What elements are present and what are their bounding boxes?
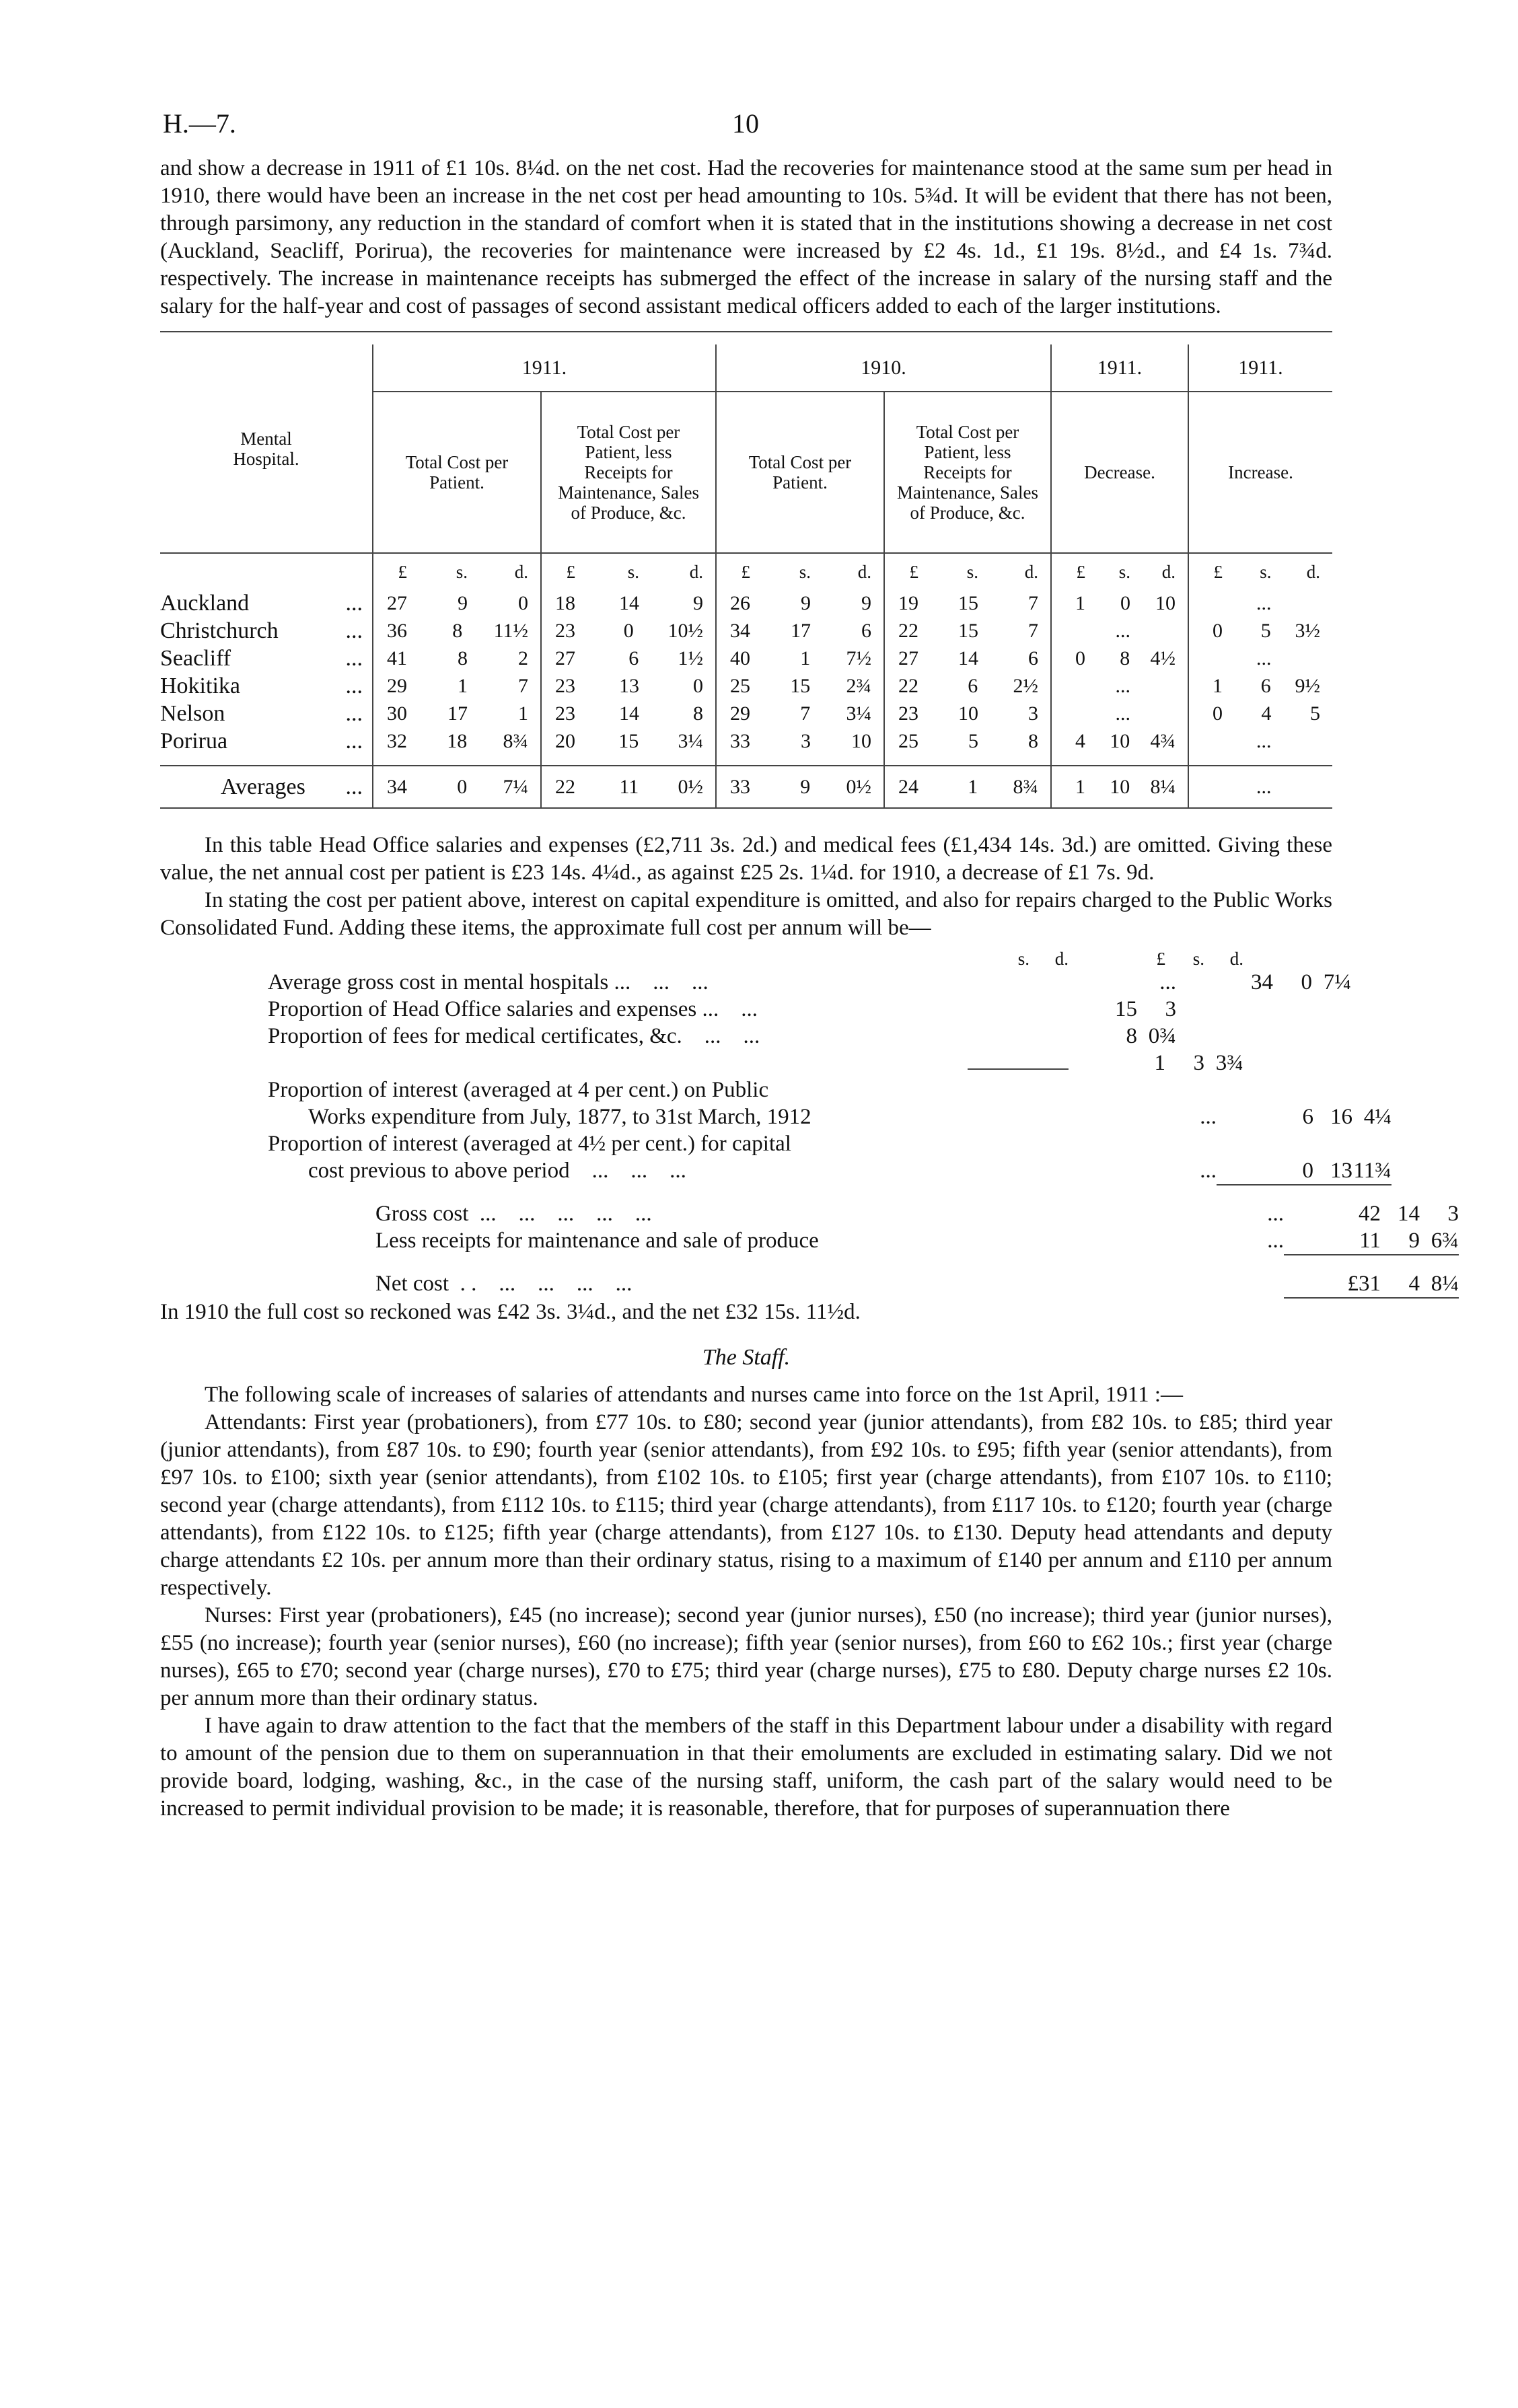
money-cell: ... — [1051, 700, 1188, 727]
col-total-1911: Total Cost per Patient. — [373, 392, 541, 553]
year-header-increase: 1911. — [1188, 344, 1332, 392]
table-body — [160, 589, 1332, 766]
money-cell: 25 5 8 — [884, 727, 1051, 755]
money-cell: 22 15 7 — [884, 617, 1051, 645]
cost-units: s. d. £ s. d. — [1017, 949, 1243, 969]
money-cell: 23 0 10½ — [541, 617, 716, 645]
table-row — [160, 617, 1332, 645]
money-cell: 25 15 2¾ — [716, 672, 884, 700]
cost-head-office: Proportion of Head Office salaries and expenses ... ... 15 3 — [268, 997, 1176, 1021]
money-cell: 20 15 3¼ — [541, 727, 716, 755]
col-increase: Increase. — [1188, 392, 1332, 553]
full-cost-statement — [160, 949, 1459, 1299]
table-row — [160, 727, 1332, 755]
money-cell: 23 14 8 — [541, 700, 716, 727]
para-omitted: In this table Head Office salaries and expenses (£2,711 3s. 2d.) and medical fees (£1,434 14s. 3d.) are omitted. Giving these value, the net annual cost per patient is £23 14s. 4¼d., as against £25 2s. 1¼d. for 1910, a decrease of £1 7s. 9d. — [160, 833, 1332, 885]
money-cell: 40 1 7½ — [716, 645, 884, 672]
page-number: 10 — [732, 108, 759, 139]
money-cell: 29 1 7 — [373, 672, 541, 700]
cost-subtotal: 1 3 3¾ — [160, 1050, 1332, 1077]
page-header — [160, 108, 1332, 155]
hospital-name: Hokitika ... — [160, 673, 363, 698]
staff-title: The Staff. — [702, 1345, 791, 1370]
hospital-name: Auckland ... — [160, 590, 363, 616]
money-cell: 30 17 1 — [373, 700, 541, 727]
col-net-1910: Total Cost per Patient, less Receipts for Maintenance, Sales of Produce, &c. — [884, 392, 1051, 553]
nurses-paragraph: Nurses: First year (probationers), £45 (no increase); second year (junior nurses), £50 (no increase); third year (junior nurses), £55 (no increase); fourth year (senior nurses), £60 (no increase); fifth year (senior nurses), from £60 to £62 10s.; first year (charge nurses), £65 to £70; second year (charge nurses), £70 to £75; third year (charge nurses), £75 to £80. Deputy charge nurses £2 10s. per annum more than their ordinary status. — [160, 1603, 1332, 1710]
hospital-name: Nelson ... — [160, 700, 363, 726]
money-cell: 41 8 2 — [373, 645, 541, 672]
hospital-name: Porirua ... — [160, 728, 363, 754]
para-interest: In stating the cost per patient above, interest on capital expenditure is omitted, and also for repairs charged to the Public Works Consolidated Fund. Adding these items, the approximate full cost per annum will be— — [160, 888, 1332, 940]
money-cell: ... — [1188, 645, 1332, 672]
averages-row: Averages ... 34 0 7¼ 22 11 0½ 33 9 0½ 24 1 8¾ 1 10 8¼ ... — [160, 766, 1332, 807]
table-row — [160, 700, 1332, 727]
cost-less: Less receipts for maintenance and sale of produce ... 11 9 6¾ — [160, 1227, 1332, 1255]
col-decrease: Decrease. — [1051, 392, 1188, 553]
money-cell: ... — [1188, 727, 1332, 755]
cost-interest1-a: Proportion of interest (averaged at 4 per cent.) on Public — [268, 1078, 769, 1102]
cost-interest2-b: cost previous to above period ... ... ... ... 0 13 11¾ — [160, 1157, 1332, 1185]
money-cell: 27 9 0 — [373, 589, 541, 617]
document-page — [160, 108, 1459, 1823]
averages-label: Averages ... — [221, 774, 363, 799]
table-spacer — [160, 755, 1332, 766]
money-cell: 32 18 8¾ — [373, 727, 541, 755]
cost-gross: Gross cost ... ... ... ... ... ... 42 14 3 — [375, 1202, 1459, 1226]
year-header-decrease: 1911. — [1051, 344, 1188, 392]
money-cell: ... — [1051, 617, 1188, 645]
cost-net: Net cost . . ... ... ... ... £31 4 8¼ — [160, 1270, 1332, 1299]
hospital-name: Seacliff ... — [160, 645, 363, 671]
col-total-1910: Total Cost per Patient. — [716, 392, 884, 553]
money-cell: 36 8 11½ — [373, 617, 541, 645]
money-cell: 0 4 5 — [1188, 700, 1332, 727]
money-cell: 29 7 3¼ — [716, 700, 884, 727]
money-cell: ... — [1188, 589, 1332, 617]
cost-fees: Proportion of fees for medical certificates, &c. ... ... 8 0¾ — [268, 1024, 1176, 1048]
money-cell: 1 6 9½ — [1188, 672, 1332, 700]
money-cell: 34 17 6 — [716, 617, 884, 645]
money-cell: ... — [1051, 672, 1188, 700]
money-cell: 18 14 9 — [541, 589, 716, 617]
money-cell: 26 9 9 — [716, 589, 884, 617]
report-code: H.—7. — [163, 108, 236, 139]
attendants-paragraph: Attendants: First year (probationers), from £77 10s. to £80; second year (junior attendants), from £82 10s. to £85; third year (junior attendants), from £87 10s. to £90; fourth year (senior attendants), from £92 10s. to £95; fifth year (senior attendants), from £97 10s. to £100; sixth year (senior attendants), from £102 10s. to £105; first year (charge attendants), from £107 10s. to £110; second year (charge attendants), from £112 10s. to £115; third year (charge attendants), from £117 10s. to £120; fourth year (charge attendants), from £122 10s. to £125; fifth year (charge attendants), from £127 10s. to £130. Deputy head attendants and deputy charge attendants £2 10s. per annum more than their ordinary status, rising to a maximum of £140 per annum and £110 per annum respectively. — [160, 1410, 1332, 1600]
table-row — [160, 589, 1332, 617]
pension-paragraph: I have again to draw attention to the fact that the members of the staff in this Department labour under a disability with regard to amount of the pension due to them on superannuation in that their emoluments are excluded in estimating salary. Did we not provide board, lodging, washing, &c., in the case of the nursing staff, uniform, the cash part of the salary would need to be increased to permit individual provision to be made; it is reasonable, therefore, that for purposes of superannuation there — [160, 1714, 1332, 1821]
money-cell: 33 3 10 — [716, 727, 884, 755]
table-top-rule — [160, 331, 1332, 332]
money-cell: 22 6 2½ — [884, 672, 1051, 700]
cost-avg-gross: Average gross cost in mental hospitals ... ... ... ... 34 0 7¼ — [268, 970, 1351, 994]
money-cell: 4 10 4¾ — [1051, 727, 1188, 755]
money-cell: 0 8 4½ — [1051, 645, 1188, 672]
money-cell: 27 14 6 — [884, 645, 1051, 672]
row-header: Mental Hospital. — [233, 428, 299, 469]
table-row — [160, 645, 1332, 672]
para-1910: In 1910 the full cost so reckoned was £42 3s. 3¼d., and the net £32 15s. 11½d. — [160, 1300, 861, 1324]
table-row — [160, 672, 1332, 700]
col-net-1911: Total Cost per Patient, less Receipts for Maintenance, Sales of Produce, &c. — [541, 392, 716, 553]
money-cell: 23 13 0 — [541, 672, 716, 700]
cost-interest1-b: Works expenditure from July, 1877, to 31st March, 1912 ... 6 16 4¼ — [308, 1105, 1392, 1129]
intro-paragraph: and show a decrease in 1911 of £1 10s. 8¼d. on the net cost. Had the recoveries for maintenance stood at the same sum per head in 1910, there would have been an increase in the net cost per head amounting to 10s. 5¾d. It will be evident that there has not been, through parsimony, any reduction in the standard of comfort when it is stated that in the institutions showing a decrease in net cost (Auckland, Seacliff, Porirua), the recoveries for maintenance were increased by £2 4s. 1d., £1 19s. 8½d., and £4 1s. 7¾d. respectively. The increase in maintenance receipts has submerged the effect of the increase in salary of the nursing staff and the salary for the half-year and cost of passages of second assistant medical officers added to each of the larger institutions. — [160, 156, 1332, 318]
table-bottom-rule — [160, 807, 1332, 809]
money-cell: 19 15 7 — [884, 589, 1051, 617]
year-header-1910: 1910. — [716, 344, 1051, 392]
year-header-1911: 1911. — [373, 344, 716, 392]
hospital-name: Christchurch ... — [160, 618, 363, 643]
money-cell: 1 0 10 — [1051, 589, 1188, 617]
cost-table — [160, 344, 1332, 807]
money-cell: 0 5 3½ — [1188, 617, 1332, 645]
money-cell: 23 10 3 — [884, 700, 1051, 727]
staff-intro: The following scale of increases of salaries of attendants and nurses came into force on the 1st April, 1911 :— — [205, 1383, 1184, 1407]
units-row: £ s. d. £ s. d. £ s. d. £ s. d. £ s. d. £ s. d. — [160, 553, 1332, 589]
money-cell: 27 6 1½ — [541, 645, 716, 672]
cost-interest2-a: Proportion of interest (averaged at 4½ per cent.) for capital — [268, 1132, 791, 1156]
